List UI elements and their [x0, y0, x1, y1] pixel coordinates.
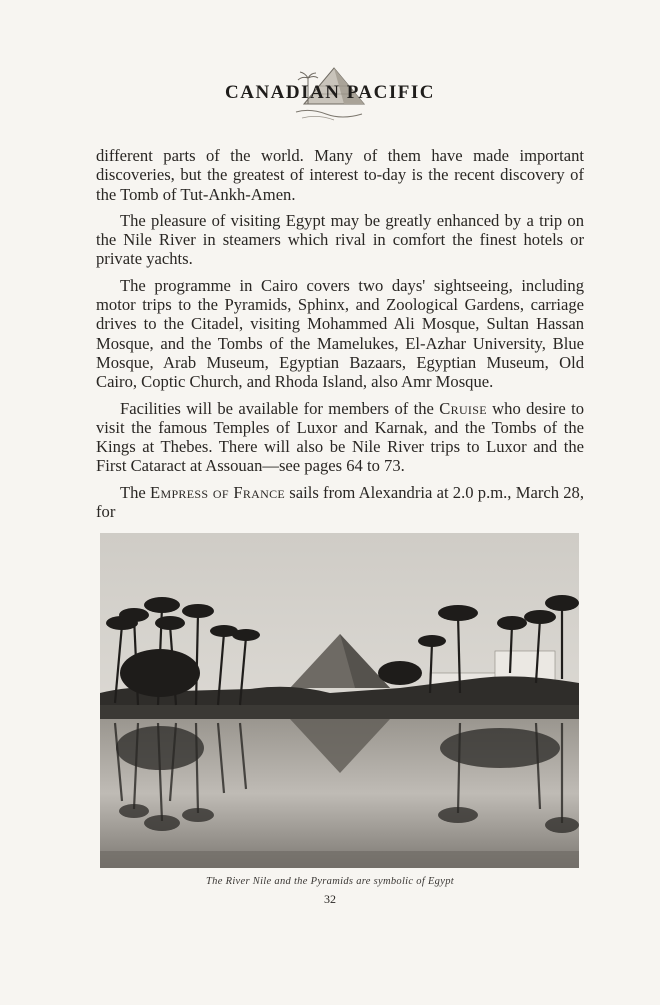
paragraph [96, 483, 584, 522]
text-run: The programme in Cairo covers two days' sightseeing, including motor trips to the Pyramids, Sphinx, and Zoological Gardens, carriage drives to the Citadel, visiting Mohammed Ali Mosque, Sultan Hassan Mosque, and the Tombs of the Mamelukes, El-Azhar University, Blue Mosque, Arab Museum, Egyptian Bazaars, Egyptian Museum, Old Cairo, Coptic Church, and Rhoda Island, also Amr Mosque. [96, 275, 584, 392]
nile-pyramids-photo [100, 533, 579, 868]
text-run: The [120, 482, 151, 502]
header-title: CANADIAN PACIFIC [225, 82, 435, 103]
text-run: different parts of the world. Many of them have made important discoveries, but the greatest of interest to-day is the recent discovery of the Tomb of Tut-Ankh-Amen. [96, 146, 584, 204]
body-text [96, 146, 584, 528]
paragraph [96, 211, 584, 269]
text-run: The pleasure of visiting Egypt may be greatly enhanced by a trip on the Nile River in steamers which rival in comfort the finest hotels or private yachts. [96, 210, 584, 269]
photo-caption: The River Nile and the Pyramids are symbolic of Egypt [206, 876, 454, 887]
text-run: sails from Alexandria at 2.0 p.m., March 28, for [96, 482, 584, 522]
small-caps-term: Cruise [439, 398, 487, 418]
page-number: 32 [324, 892, 336, 906]
text-run: Facilities will be available for members of the [120, 398, 440, 418]
text-run: who desire to visit the famous Temples of Luxor and Karnak, and the Tombs of the Kings at Thebes. There will also be Nile River trips to Luxor and the First Cataract at Assouan—see pages 64 to 73. [96, 398, 584, 476]
paragraph [96, 146, 584, 204]
small-caps-term: Empress of France [150, 482, 286, 502]
paragraph [96, 276, 584, 392]
paragraph [96, 399, 584, 476]
photo-image [100, 533, 579, 868]
page-header [0, 58, 660, 128]
